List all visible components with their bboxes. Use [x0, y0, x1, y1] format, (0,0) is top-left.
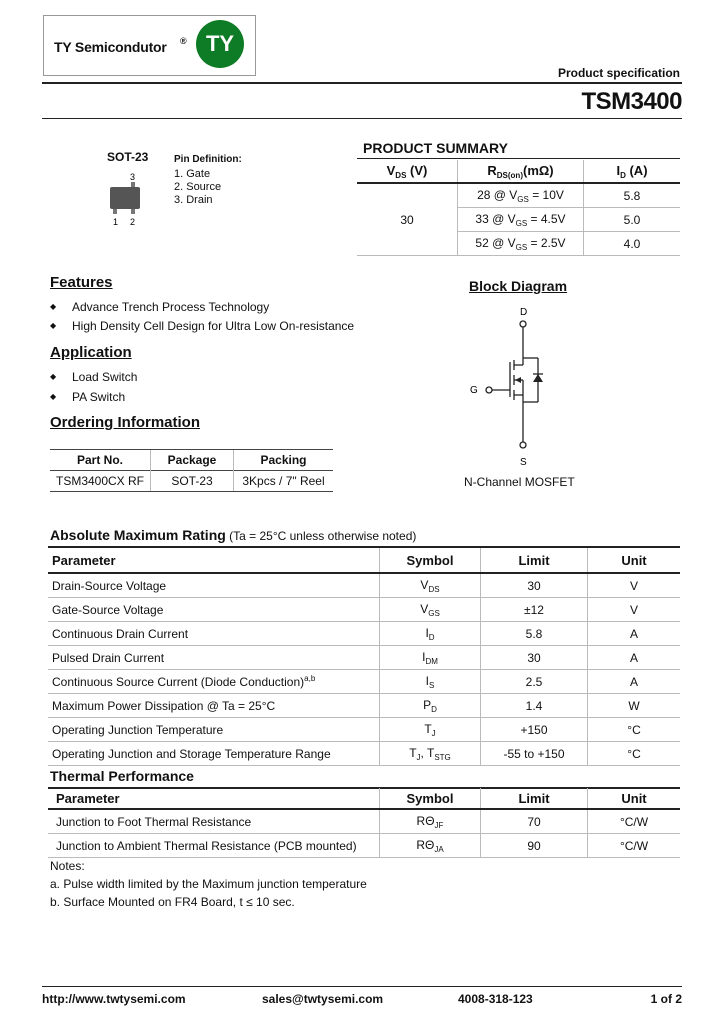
id-cell: 5.8 [584, 183, 681, 208]
amr-unit: A [588, 622, 681, 646]
table-row [48, 573, 680, 598]
amr-param: Operating Junction and Storage Temperature Range [48, 742, 380, 766]
footer-url[interactable]: http://www.twtysemi.com [42, 992, 186, 1006]
table-row [48, 670, 680, 694]
ordering-title: Ordering Information [50, 414, 200, 431]
amr-unit: A [588, 670, 681, 694]
source-label: S [520, 457, 527, 468]
pin-definition-title: Pin Definition: [174, 154, 242, 165]
amr-symbol: $I_S$ [380, 670, 481, 694]
amr-unit: V [588, 598, 681, 622]
notes [50, 857, 367, 911]
amr-col-symbol: Symbol [380, 548, 481, 573]
pin-2-label: 2 [130, 217, 136, 227]
ord-col-packing: Packing [234, 450, 334, 471]
col-rds: $R_{DS(on)}(m\Omega)$ [458, 160, 584, 183]
table-row [48, 646, 680, 670]
amr-param: Pulsed Drain Current [48, 646, 380, 670]
block-diagram-title: Block Diagram [469, 278, 568, 294]
ord-partno: TSM3400CX RF [50, 471, 151, 492]
amr-symbol: $I_D$ [380, 622, 481, 646]
feature-item: ◆ Advance Trench Process Technology [72, 300, 269, 314]
ordering-table [50, 449, 333, 492]
thr-col-symbol: Symbol [380, 788, 481, 809]
pin-item: 3. Drain [174, 194, 213, 206]
rds-cell: 28 @ $V_{GS} = 10V$ [458, 183, 584, 208]
summary-top-rule [357, 158, 680, 159]
gate-label: G [470, 385, 478, 396]
registered-mark: ® [180, 36, 187, 46]
abs-max-title: Absolute Maximum Rating [50, 527, 226, 543]
doc-type: Product specification [557, 66, 680, 80]
amr-unit: °C [588, 718, 681, 742]
table-row [48, 598, 680, 622]
pin-item: 2. Source [174, 181, 222, 193]
amr-limit: ±12 [481, 598, 588, 622]
rds-cell: 33 @ $V_{GS} = 4.5V$ [458, 208, 584, 232]
thr-limit: 90 [481, 834, 588, 858]
thr-unit: °C/W [588, 834, 681, 858]
thr-limit: 70 [481, 809, 588, 834]
mosfet-symbol-icon [460, 302, 580, 472]
thermal-table [48, 788, 680, 858]
abs-max-table [48, 548, 680, 766]
pin-list [174, 168, 221, 207]
abs-max-note: (Ta = 25°C unless otherwise noted) [225, 529, 417, 543]
page-number: 1 of 2 [650, 992, 682, 1006]
drain-label: D [520, 307, 528, 318]
amr-param: Drain-Source Voltage [48, 573, 380, 598]
note-item: b. Surface Mounted on FR4 Board, t ≤ 10 sec. [50, 895, 295, 909]
product-summary-table [357, 160, 680, 256]
page-title: TSM3400 [581, 88, 682, 115]
amr-unit: W [588, 694, 681, 718]
ord-col-partno: Part No. [50, 450, 151, 471]
amr-symbol: $I_{DM}$ [380, 646, 481, 670]
amr-limit: +150 [481, 718, 588, 742]
amr-param: Continuous Source Current (Diode Conduction)$^{a,b}$ [48, 670, 380, 694]
amr-symbol: $V_{GS}$ [380, 598, 481, 622]
application-title: Application [50, 344, 132, 361]
table-row [48, 718, 680, 742]
footer-email[interactable]: sales@twtysemi.com [262, 992, 384, 1006]
thr-col-param: Parameter [48, 788, 380, 809]
ord-packing: 3Kpcs / 7" Reel [234, 471, 334, 492]
summary-title: PRODUCT SUMMARY [363, 140, 508, 156]
id-cell: 4.0 [584, 232, 681, 256]
table-row [48, 742, 680, 766]
sot23-package-icon [105, 170, 145, 228]
amr-col-unit: Unit [588, 548, 681, 573]
ord-package: SOT-23 [151, 471, 234, 492]
pin-1-label: 1 [113, 217, 119, 227]
amr-unit: A [588, 646, 681, 670]
amr-limit: -55 to +150 [481, 742, 588, 766]
application-item: ◆ PA Switch [72, 390, 125, 404]
amr-limit: 2.5 [481, 670, 588, 694]
application-item: ◆ Load Switch [72, 370, 137, 384]
amr-unit: V [588, 573, 681, 598]
rds-cell: 52 @ $V_{GS} = 2.5V$ [458, 232, 584, 256]
package-name: SOT-23 [107, 150, 149, 164]
amr-symbol: $P_D$ [380, 694, 481, 718]
note-item: a. Pulse width limited by the Maximum junction temperature [50, 877, 367, 891]
amr-limit: 30 [481, 573, 588, 598]
amr-symbol: $T_J$ [380, 718, 481, 742]
amr-limit: 1.4 [481, 694, 588, 718]
thermal-title: Thermal Performance [50, 768, 194, 784]
title-divider [42, 118, 682, 119]
amr-symbol: $T_J$, $T_{STG}$ [380, 742, 481, 766]
amr-col-param: Parameter [48, 548, 380, 573]
header-divider [42, 82, 682, 84]
table-row [48, 622, 680, 646]
feature-item: ◆ High Density Cell Design for Ultra Low On-resistance [72, 319, 354, 333]
ord-col-package: Package [151, 450, 234, 471]
thr-param: Junction to Foot Thermal Resistance [48, 809, 380, 834]
footer-phone: 4008-318-123 [458, 992, 533, 1006]
table-row [48, 834, 680, 858]
company-name: TY Semicondutor [54, 39, 167, 55]
pin-3-label: 3 [130, 172, 136, 182]
thr-col-limit: Limit [481, 788, 588, 809]
thr-symbol: $R\Theta_{JF}$ [380, 809, 481, 834]
amr-param: Gate-Source Voltage [48, 598, 380, 622]
amr-col-limit: Limit [481, 548, 588, 573]
thr-unit: °C/W [588, 809, 681, 834]
amr-limit: 30 [481, 646, 588, 670]
thr-symbol: $R\Theta_{JA}$ [380, 834, 481, 858]
amr-param: Maximum Power Dissipation @ Ta = 25°C [48, 694, 380, 718]
vds-value: 30 [357, 183, 458, 256]
table-row [48, 809, 680, 834]
features-title: Features [50, 274, 113, 291]
col-vds: $V_{DS}$ (V) [357, 160, 458, 183]
pin-item: 1. Gate [174, 168, 211, 180]
notes-title: Notes: [50, 859, 85, 873]
id-cell: 5.0 [584, 208, 681, 232]
thr-col-unit: Unit [588, 788, 681, 809]
amr-symbol: $V_{DS}$ [380, 573, 481, 598]
amr-unit: °C [588, 742, 681, 766]
company-logo: TY [196, 20, 244, 68]
col-id: $I_D$ (A) [584, 160, 681, 183]
amr-param: Operating Junction Temperature [48, 718, 380, 742]
amr-param: Continuous Drain Current [48, 622, 380, 646]
thr-param: Junction to Ambient Thermal Resistance (PCB mounted) [48, 834, 380, 858]
abs-max-heading [50, 527, 416, 543]
table-row [48, 694, 680, 718]
amr-limit: 5.8 [481, 622, 588, 646]
block-caption: N-Channel MOSFET [464, 475, 575, 489]
footer-divider [42, 986, 682, 987]
